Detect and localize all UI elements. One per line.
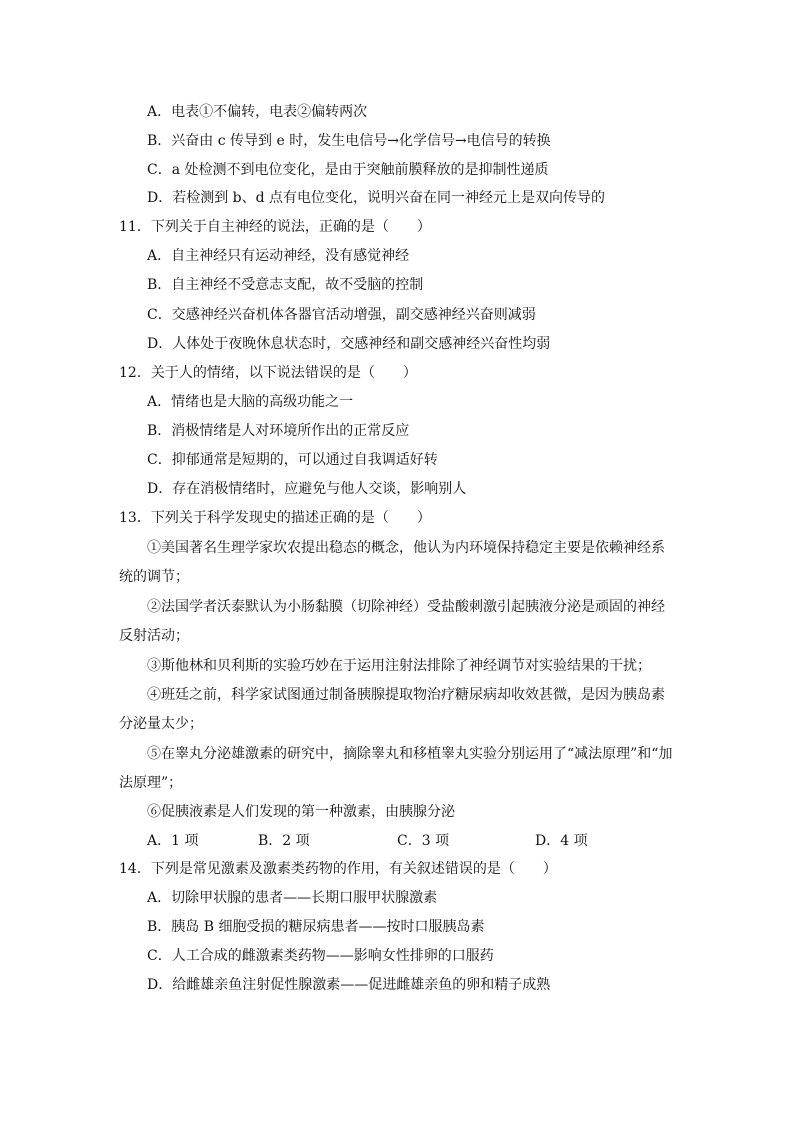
q13-statement-1: ①美国著名生理学家坎农提出稳态的概念，他认为内环境保持稳定主要是依赖神经系 bbox=[147, 540, 665, 556]
q14-option-c: C．人工合成的雌激素类药物——影响女性排卵的口服药 bbox=[147, 948, 494, 964]
q13-option-b: B．2 项 bbox=[258, 833, 310, 849]
q13-stem: 13．下列关于科学发现史的描述正确的是（ ） bbox=[119, 510, 431, 526]
q13-statement-1-cont: 统的调节； bbox=[119, 569, 189, 585]
q14-option-b: B．胰岛 B 细胞受损的糖尿病患者——按时口服胰岛素 bbox=[147, 919, 485, 935]
q14-option-d: D．给雌雄亲鱼注射促性腺激素——促进雌雄亲鱼的卵和精子成熟 bbox=[147, 977, 551, 993]
q13-statement-5: ⑤在睾丸分泌雄激素的研究中，摘除睾丸和移植睾丸实验分别运用了“减法原理”和“加 bbox=[147, 746, 673, 762]
q10-option-d: D．若检测到 b、d 点有电位变化，说明兴奋在同一神经元上是双向传导的 bbox=[147, 190, 606, 206]
q12-option-d: D．存在消极情绪时，应避免与他人交谈，影响别人 bbox=[147, 481, 467, 497]
q11-option-c: C．交感神经兴奋机体各器官活动增强，副交感神经兴奋则减弱 bbox=[147, 307, 536, 323]
q13-statement-5-cont: 法原理”； bbox=[119, 775, 183, 791]
q13-option-a: A．1 项 bbox=[147, 833, 199, 849]
q12-option-b: B．消极情绪是人对环境所作出的正常反应 bbox=[147, 423, 410, 439]
q11-option-d: D．人体处于夜晚休息状态时，交感神经和副交感神经兴奋性均弱 bbox=[147, 336, 551, 352]
q13-option-d: D．4 项 bbox=[535, 833, 588, 849]
q13-statement-6: ⑥促胰液素是人们发现的第一种激素，由胰腺分泌 bbox=[147, 804, 455, 820]
q13-statement-4-cont: 分泌量太少； bbox=[119, 716, 203, 732]
q13-statement-2-cont: 反射活动； bbox=[119, 628, 189, 644]
q12-option-c: C．抑郁通常是短期的，可以通过自我调适好转 bbox=[147, 452, 438, 468]
q12-option-a: A．情绪也是大脑的高级功能之一 bbox=[147, 394, 354, 410]
q13-option-c: C．3 项 bbox=[397, 833, 450, 849]
q10-option-b: B．兴奋由 c 传导到 e 时，发生电信号→化学信号→电信号的转换 bbox=[147, 133, 551, 149]
q12-stem: 12．关于人的情绪，以下说法错误的是（ ） bbox=[119, 365, 417, 381]
q13-options-row bbox=[0, 831, 794, 851]
q13-statement-2: ②法国学者沃泰默认为小肠黏膜（切除神经）受盐酸刺激引起胰液分泌是顽固的神经 bbox=[147, 599, 665, 615]
q13-statement-4: ④班廷之前，科学家试图通过制备胰腺提取物治疗糖尿病却收效甚微，是因为胰岛素 bbox=[147, 687, 665, 703]
q11-option-b: B．自主神经不受意志支配，故不受脑的控制 bbox=[147, 277, 424, 293]
q10-option-a: A．电表①不偏转，电表②偏转两次 bbox=[147, 104, 368, 120]
q11-stem: 11．下列关于自主神经的说法，正确的是（ ） bbox=[119, 219, 431, 235]
q13-statement-3: ③斯他林和贝利斯的实验巧妙在于运用注射法排除了神经调节对实验结果的干扰； bbox=[147, 658, 651, 674]
q10-option-c: C．a 处检测不到电位变化，是由于突触前膜释放的是抑制性递质 bbox=[147, 162, 549, 178]
q14-option-a: A．切除甲状腺的患者——长期口服甲状腺激素 bbox=[147, 890, 438, 906]
q14-stem: 14．下列是常见激素及激素类药物的作用，有关叙述错误的是（ ） bbox=[119, 861, 557, 877]
q11-option-a: A．自主神经只有运动神经，没有感觉神经 bbox=[147, 248, 410, 264]
